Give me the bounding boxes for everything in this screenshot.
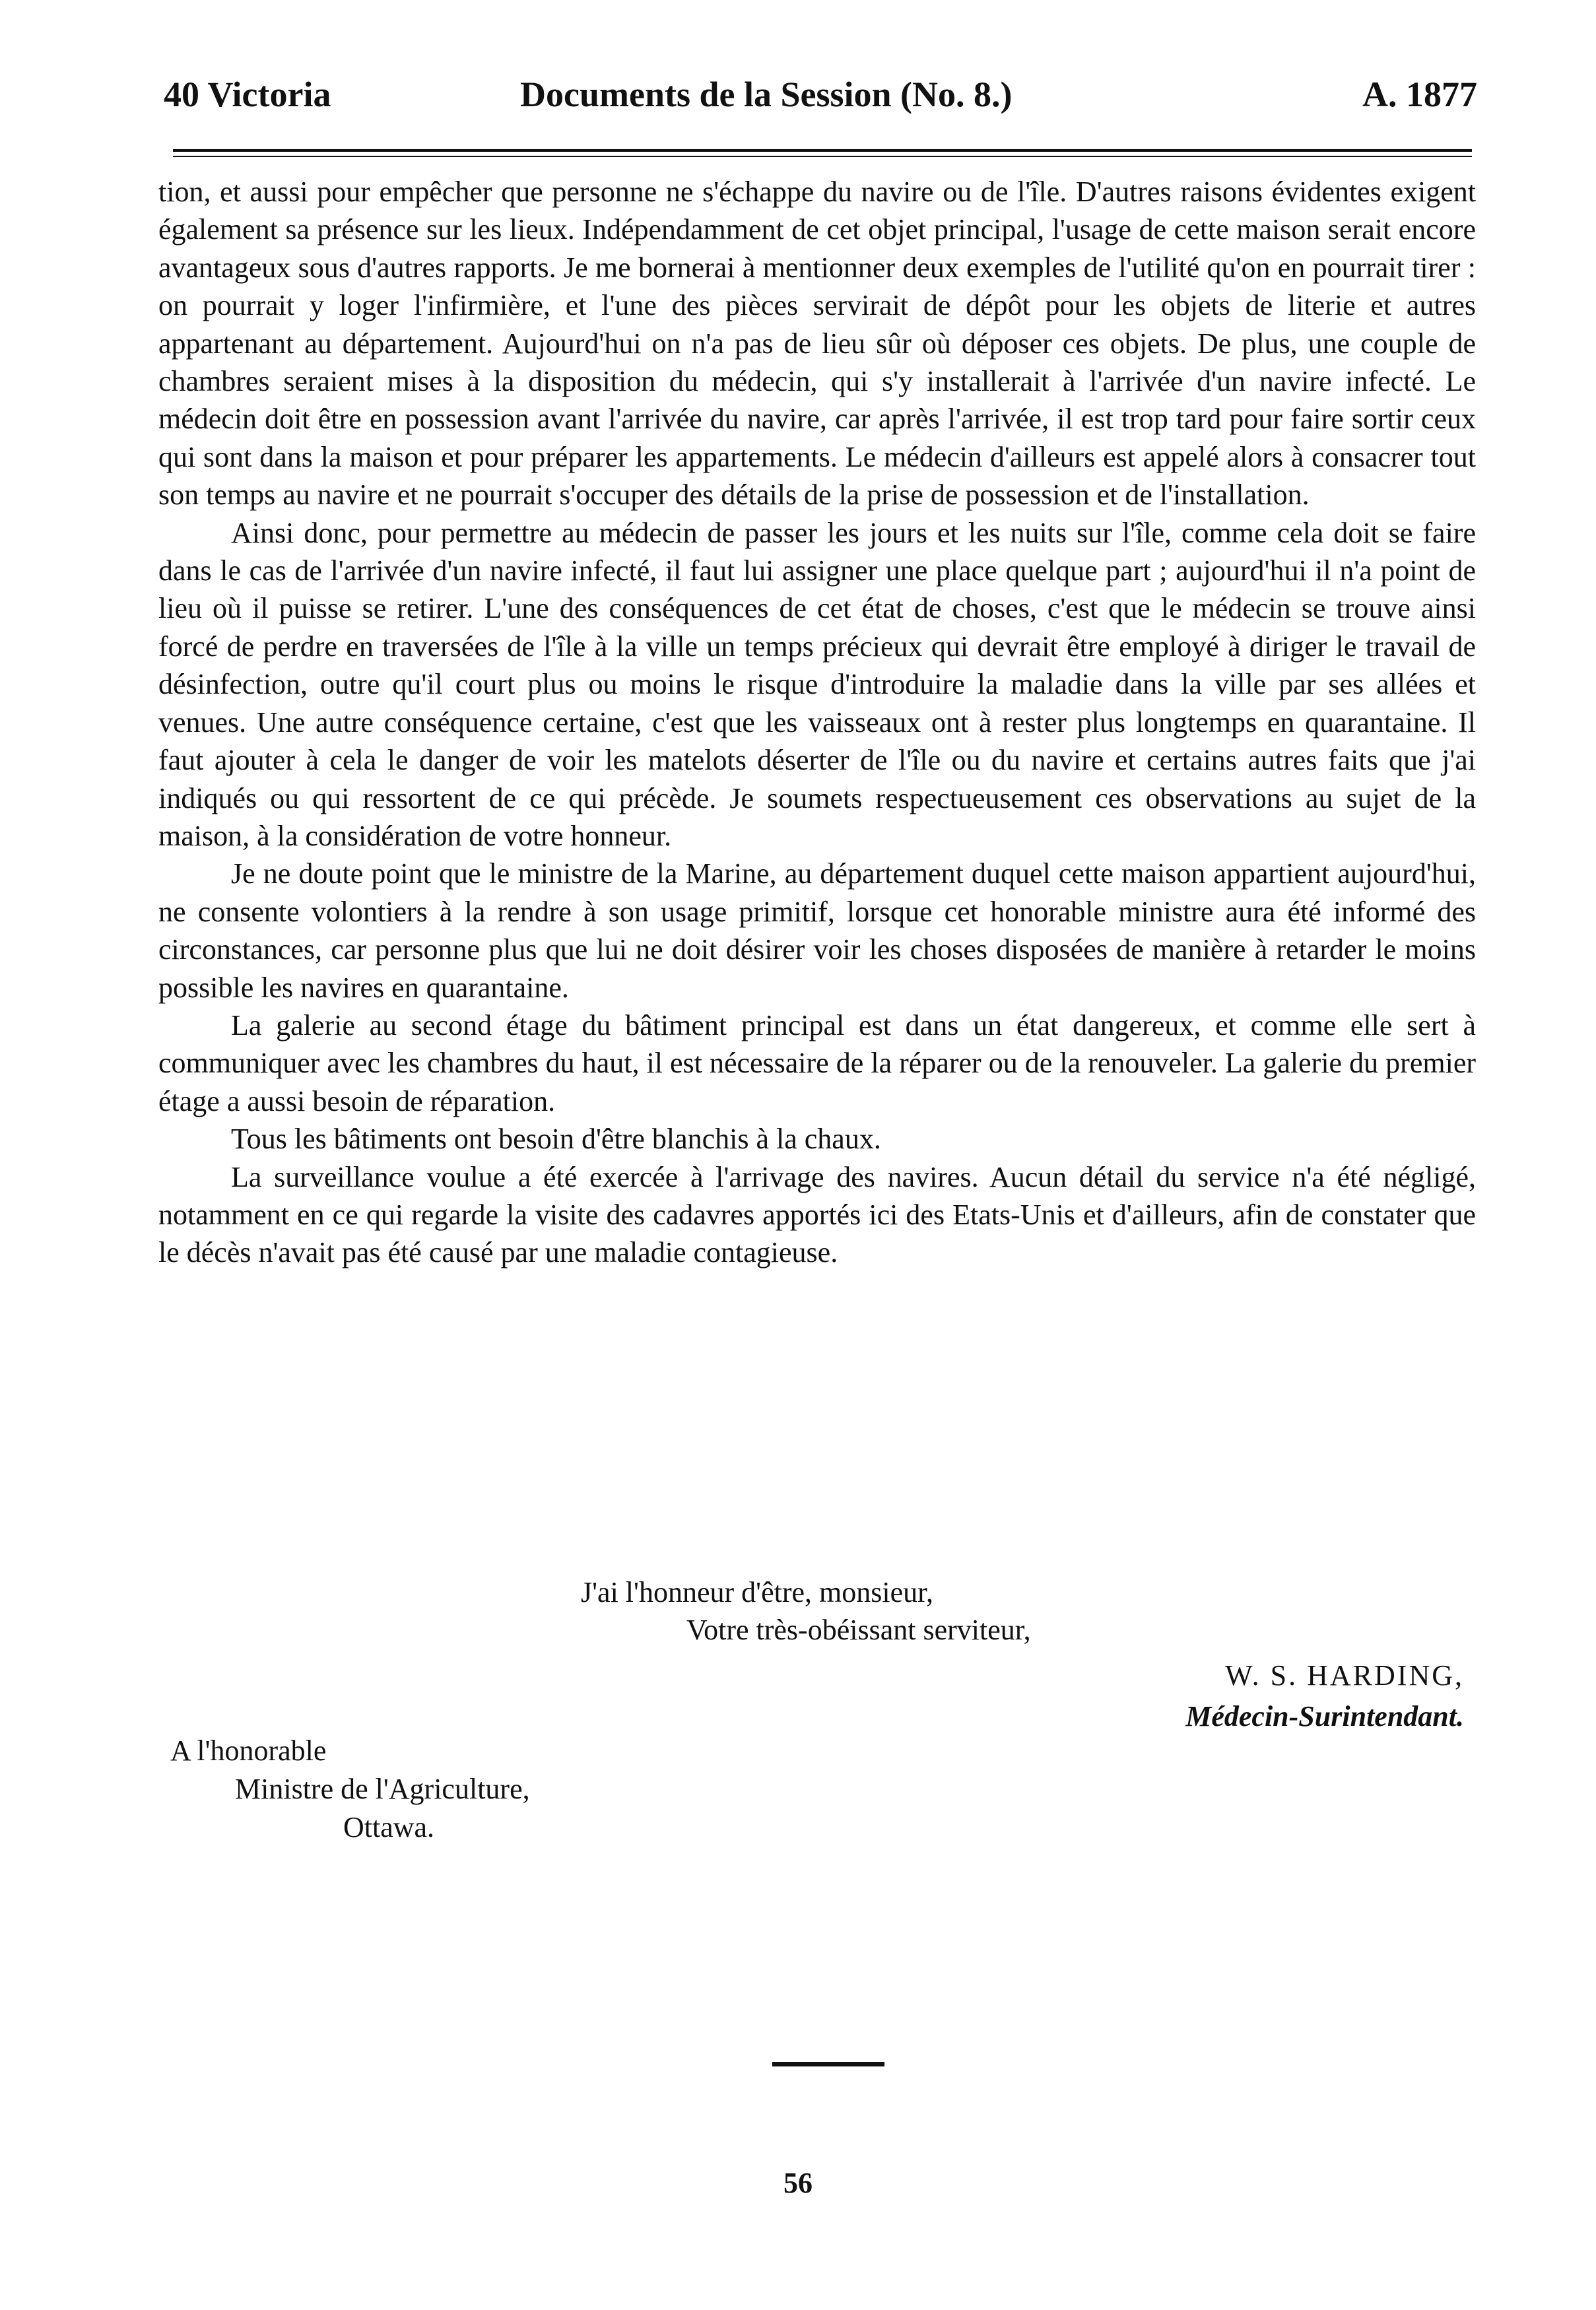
signature-title: Médecin-Surintendant. bbox=[1185, 1700, 1464, 1732]
paragraph-6: La surveillance voulue a été exercée à l'arrivage des navires. Aucun détail du service n'a été négligé, notamment en ce qui regarde la visite des cadavres apportés ici des Etats-Unis et d'ailleurs, afin de constater que le décès n'avait pas été causé par une maladie contagieuse. bbox=[158, 1160, 1476, 1269]
paragraph-1: tion, et aussi pour empêcher que personne ne s'échappe du navire ou de l'île. D'autres raisons évidentes exigent également sa présence sur les lieux. Indépendamment de cet objet principal, l'usage de cette maison serait encore avantageux sous d'autres rapports. Je me bornerai à mentionner deux exemples de l'utilité qu'on en pourrait tirer : on pourrait y loger l'infirmière, et l'une des pièces servirait de dépôt pour les objets de literie et autres appartenant au département. Aujourd'hui on n'a pas de lieu sûr où déposer ces objets. De plus, une couple de chambres seraient mises à la disposition du médecin, qui s'y installerait à l'arrivée d'un navire infecté. Le médecin doit être en possession avant l'arrivée du navire, car après l'arrivée, il est trop tard pour faire sortir ceux qui sont dans la maison et pour préparer les appartements. Le médecin d'ailleurs est appelé alors à consacrer tout son temps au navire et ne pourrait s'occuper des détails de la prise de possession et de l'installation. bbox=[158, 176, 1476, 512]
addressee-line-2: Ministre de l'Agriculture, bbox=[235, 1773, 530, 1805]
header-title: Documents de la Session (No. 8.) bbox=[520, 75, 1013, 114]
header-rule-thin bbox=[173, 156, 1472, 157]
header-volume: 40 Victoria bbox=[164, 75, 331, 114]
paragraph-2: Ainsi donc, pour permettre au médecin de passer les jours et les nuits sur l'île, comme cela doit se faire dans le cas de l'arrivée d'un navire infecté, il faut lui assigner une place quelque part ; aujourd'hui il n'a point de lieu où il puisse se retirer. L'une des conséquences de cet état de choses, c'est que le médecin se trouve ainsi forcé de perdre en traversées de l'île à la ville un temps précieux qui devrait être employé à diriger le travail de désinfection, outre qu'il court plus ou moins le risque d'introduire la maladie dans la ville par ses allées et venues. Une autre conséquence certaine, c'est que les vaisseaux ont à rester plus longtemps en quarantaine. Il faut ajouter à cela le danger de voir les matelots déserter de l'île ou du navire et certains autres faits que j'ai indiqués ou qui ressortent de ce qui précède. Je soumets respectueusement ces observations au sujet de la maison, à la considération de votre honneur. bbox=[158, 516, 1476, 852]
header-rule-thick bbox=[173, 149, 1472, 152]
addressee-line-3: Ottawa. bbox=[343, 1811, 435, 1843]
paragraph-5: Tous les bâtiments ont besoin d'être blanchis à la chaux. bbox=[231, 1123, 881, 1156]
closing-salutation: J'ai l'honneur d'être, monsieur, bbox=[581, 1576, 933, 1608]
signature-name: W. S. HARDING, bbox=[1225, 1659, 1464, 1692]
paragraph-4: La galerie au second étage du bâtiment principal est dans un état dangereux, et comme elle sert à communiquer avec les chambres du haut, il est nécessaire de la réparer ou de la renouveler. La galerie du premier étage a aussi besoin de réparation. bbox=[158, 1008, 1476, 1117]
body-text bbox=[158, 173, 1476, 1272]
addressee-line-1: A l'honorable bbox=[170, 1734, 327, 1767]
closing-servant: Votre très-obéissant serviteur, bbox=[686, 1614, 1031, 1646]
paragraph-3: Je ne doute point que le ministre de la Marine, au département duquel cette maison appartient aujourd'hui, ne consente volontiers à la rendre à son usage primitif, lorsque cet honorable ministre aura été informé des circonstances, car personne plus que lui ne doit désirer voir les choses disposées de manière à retarder le moins possible les navires en quarantaine. bbox=[158, 857, 1476, 1004]
addressee-block bbox=[170, 1732, 530, 1847]
section-end-dash bbox=[772, 2062, 884, 2066]
header-year: A. 1877 bbox=[1362, 75, 1477, 114]
signature-block bbox=[1185, 1657, 1464, 1736]
page-number: 56 bbox=[783, 2167, 813, 2199]
running-header bbox=[164, 71, 1477, 117]
